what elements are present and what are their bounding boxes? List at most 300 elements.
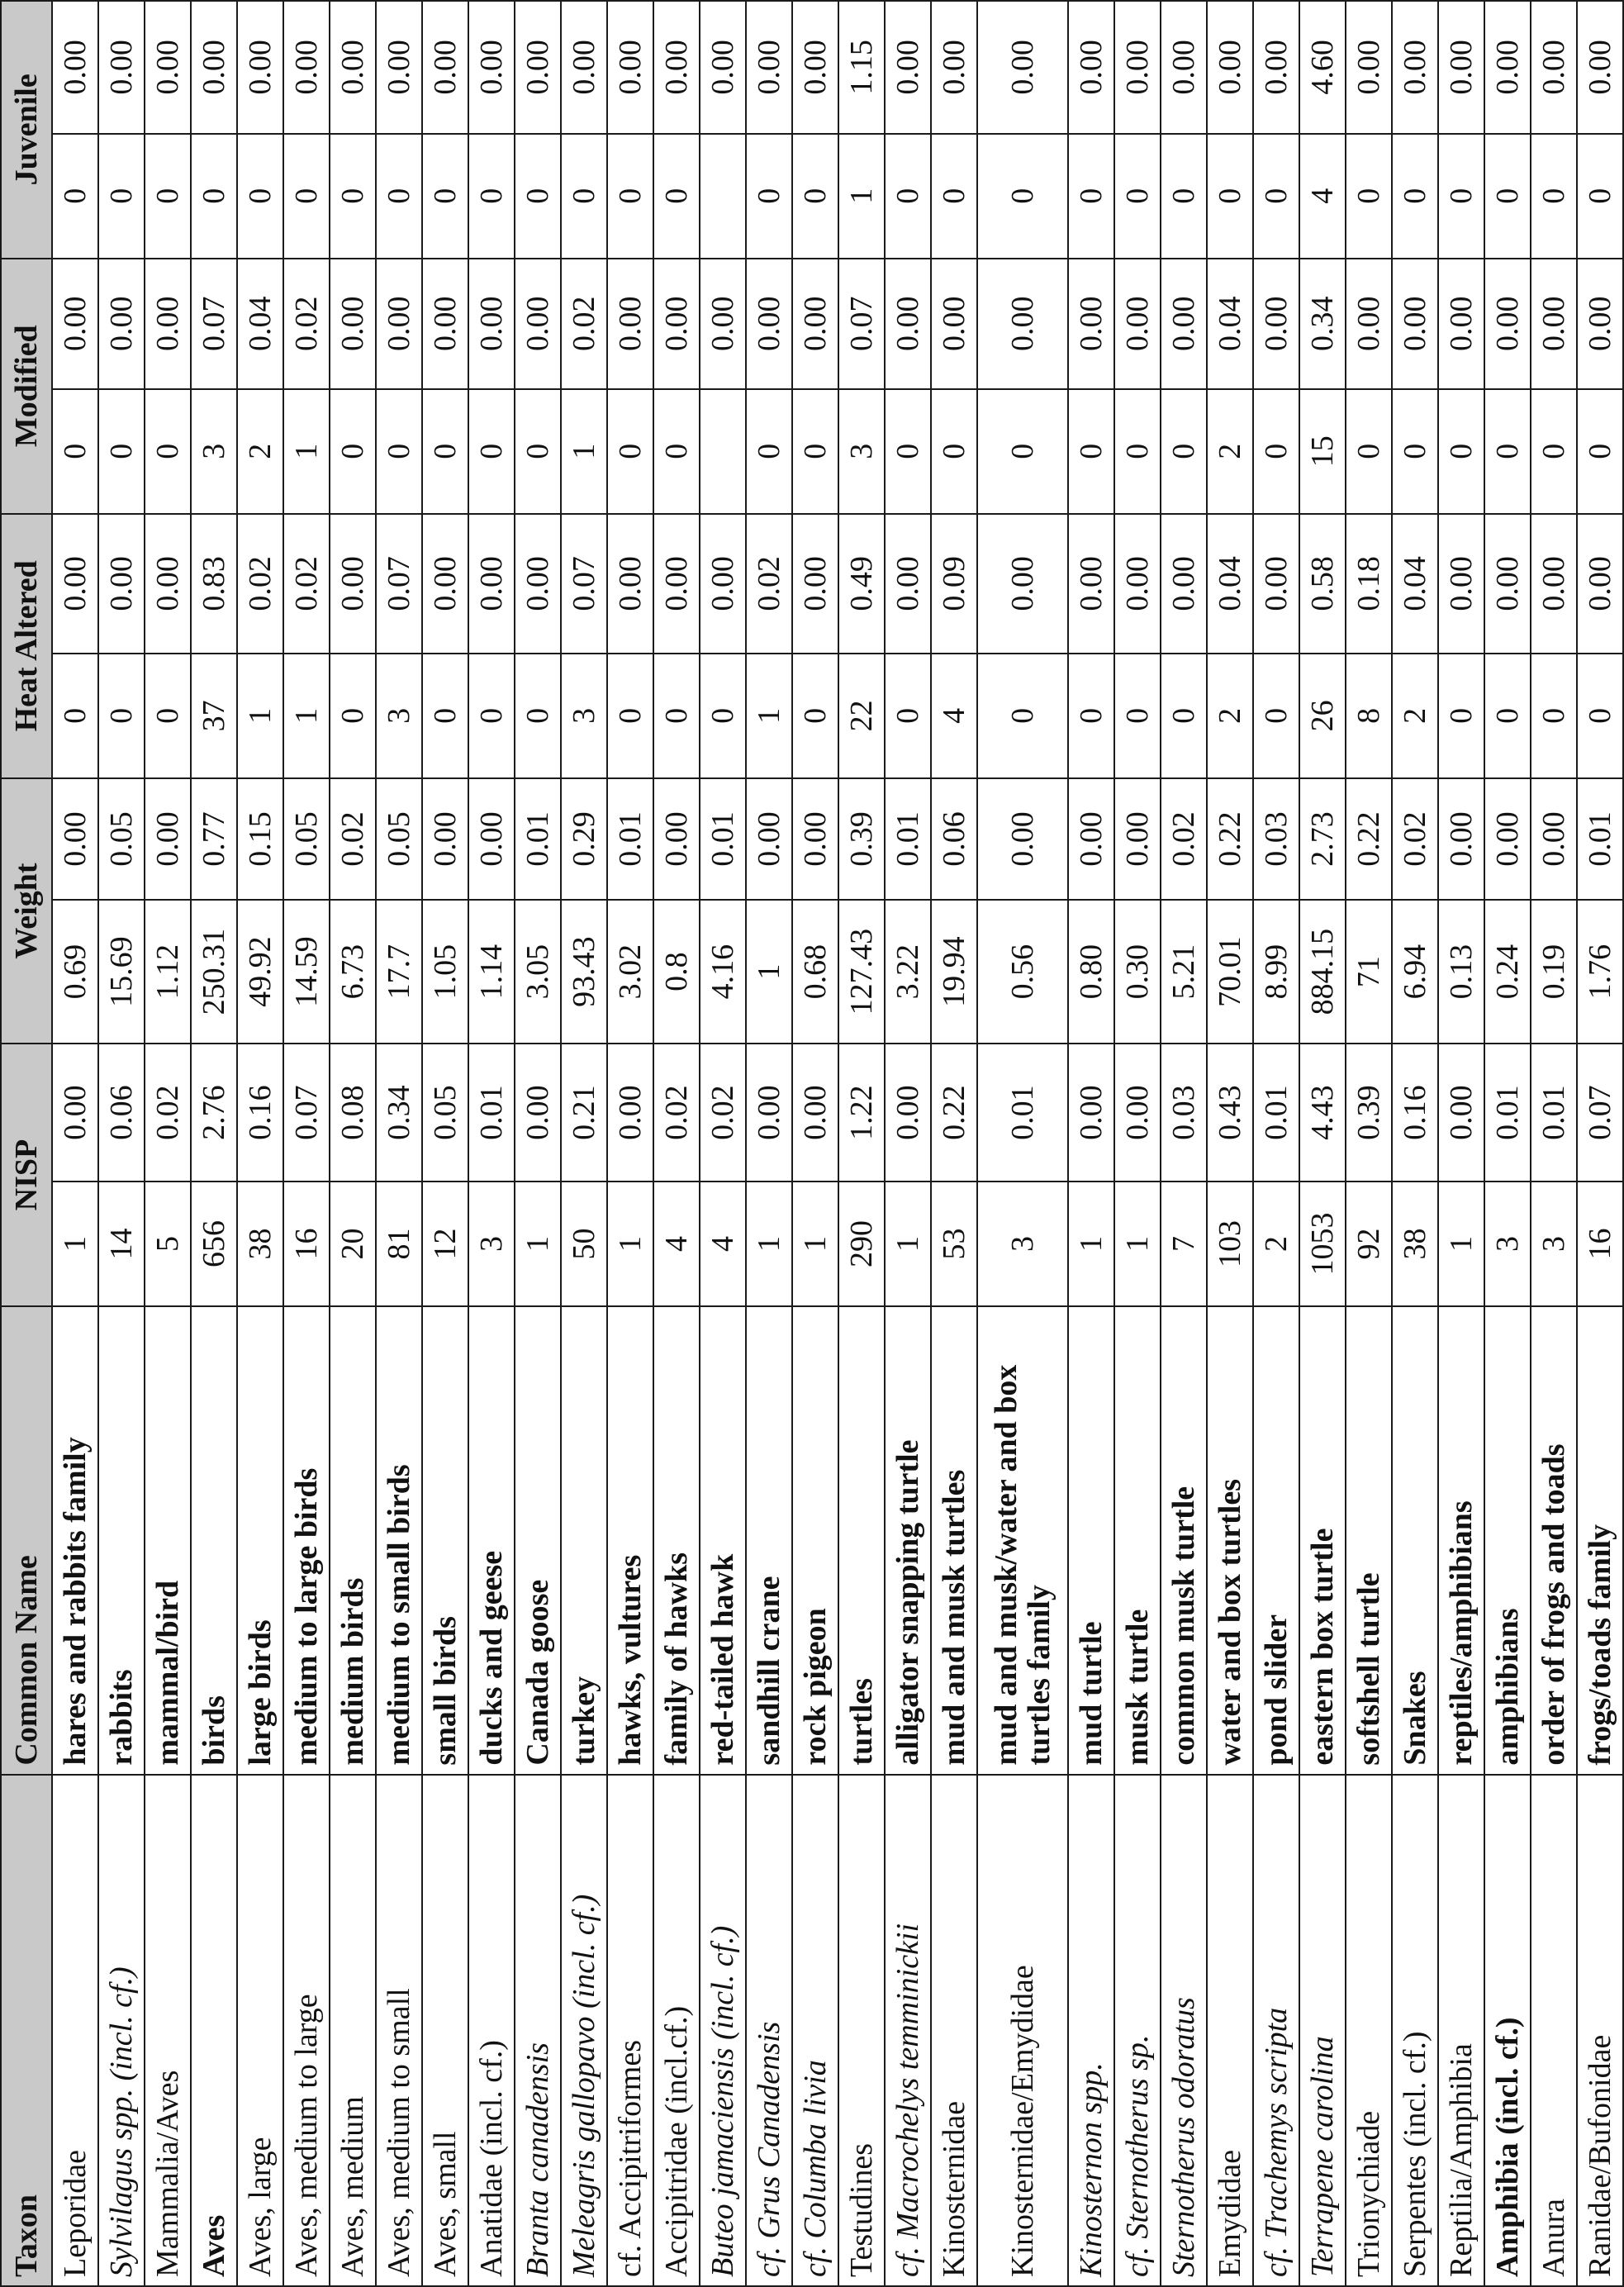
heat-altered-percent-cell: 0.00 bbox=[330, 514, 376, 654]
modified-percent-cell: 0.00 bbox=[468, 259, 515, 389]
juvenile-count-cell: 0 bbox=[468, 134, 515, 259]
table-row bbox=[98, 1, 145, 2286]
juvenile-percent-cell: 0.00 bbox=[1161, 1, 1207, 134]
modified-percent-cell: 0.02 bbox=[283, 259, 330, 389]
nisp-count-cell: 16 bbox=[283, 1182, 330, 1306]
taxon-cell: Aves, medium bbox=[330, 1775, 376, 2286]
modified-percent-cell: 0.00 bbox=[515, 259, 561, 389]
weight-value-cell: 0.8 bbox=[653, 900, 700, 1044]
juvenile-count-cell: 0 bbox=[191, 134, 237, 259]
header-nisp: NISP bbox=[1, 1044, 52, 1306]
heat-altered-percent-cell: 0.00 bbox=[1577, 514, 1623, 654]
juvenile-count-cell: 0 bbox=[283, 134, 330, 259]
modified-count-cell: 2 bbox=[1207, 389, 1253, 514]
heat-altered-count-cell: 0 bbox=[145, 654, 191, 778]
table-row bbox=[376, 1, 422, 2286]
modified-count-cell: 0 bbox=[468, 389, 515, 514]
juvenile-count-cell: 0 bbox=[885, 134, 931, 259]
heat-altered-percent-cell: 0.09 bbox=[931, 514, 977, 654]
table-row bbox=[792, 1, 838, 2286]
table-row bbox=[1531, 1, 1577, 2286]
weight-value-cell: 884.15 bbox=[1299, 900, 1346, 1044]
heat-altered-count-cell: 0 bbox=[1577, 654, 1623, 778]
common-name-cell: turkey bbox=[561, 1306, 607, 1775]
weight-value-cell: 14.59 bbox=[283, 900, 330, 1044]
modified-count-cell: 3 bbox=[191, 389, 237, 514]
modified-count-cell: 0 bbox=[1484, 389, 1531, 514]
juvenile-count-cell: 0 bbox=[1484, 134, 1531, 259]
table-row bbox=[885, 1, 931, 2286]
juvenile-count-cell: 0 bbox=[1438, 134, 1484, 259]
nisp-count-cell: 38 bbox=[1392, 1182, 1438, 1306]
weight-value-cell: 3.22 bbox=[885, 900, 931, 1044]
juvenile-count-cell: 0 bbox=[1392, 134, 1438, 259]
heat-altered-percent-cell: 0.00 bbox=[422, 514, 468, 654]
modified-count-cell: 0 bbox=[1253, 389, 1299, 514]
modified-count-cell: 1 bbox=[283, 389, 330, 514]
nisp-count-cell: 1 bbox=[746, 1182, 792, 1306]
modified-count-cell: 0 bbox=[885, 389, 931, 514]
heat-altered-count-cell: 0 bbox=[468, 654, 515, 778]
heat-altered-count-cell: 0 bbox=[52, 654, 98, 778]
modified-percent-cell: 0.00 bbox=[700, 259, 746, 389]
nisp-percent-cell: 0.16 bbox=[237, 1044, 283, 1182]
heat-altered-percent-cell: 0.02 bbox=[746, 514, 792, 654]
table-row bbox=[145, 1, 191, 2286]
weight-value-cell: 8.99 bbox=[1253, 900, 1299, 1044]
common-name-cell: amphibians bbox=[1484, 1306, 1531, 1775]
table-row bbox=[1346, 1, 1392, 2286]
header-juvenile: Juvenile bbox=[1, 1, 52, 259]
nisp-count-cell: 1 bbox=[607, 1182, 653, 1306]
modified-percent-cell: 0.04 bbox=[237, 259, 283, 389]
nisp-percent-cell: 0.08 bbox=[330, 1044, 376, 1182]
modified-percent-cell: 0.07 bbox=[191, 259, 237, 389]
juvenile-count-cell: 1 bbox=[838, 134, 885, 259]
juvenile-percent-cell: 0.00 bbox=[1207, 1, 1253, 134]
modified-count-cell: 3 bbox=[838, 389, 885, 514]
common-name-cell: medium to large birds bbox=[283, 1306, 330, 1775]
juvenile-percent-cell: 0.00 bbox=[607, 1, 653, 134]
common-name-cell: medium to small birds bbox=[376, 1306, 422, 1775]
juvenile-percent-cell: 0.00 bbox=[746, 1, 792, 134]
juvenile-count-cell: 0 bbox=[931, 134, 977, 259]
nisp-percent-cell: 0.00 bbox=[607, 1044, 653, 1182]
heat-altered-percent-cell: 0.18 bbox=[1346, 514, 1392, 654]
nisp-percent-cell: 0.06 bbox=[98, 1044, 145, 1182]
common-name-cell: mammal/bird bbox=[145, 1306, 191, 1775]
heat-altered-count-cell: 0 bbox=[98, 654, 145, 778]
juvenile-percent-cell: 0.00 bbox=[191, 1, 237, 134]
header-row bbox=[1, 1, 52, 2286]
juvenile-count-cell: 0 bbox=[561, 134, 607, 259]
nisp-count-cell: 1 bbox=[1114, 1182, 1161, 1306]
table-row bbox=[52, 1, 98, 2286]
nisp-count-cell: 1 bbox=[885, 1182, 931, 1306]
table-row bbox=[1161, 1, 1207, 2286]
table-row bbox=[838, 1, 885, 2286]
common-name-cell: red-tailed hawk bbox=[700, 1306, 746, 1775]
weight-percent-cell: 0.29 bbox=[561, 778, 607, 900]
common-name-cell: pond slider bbox=[1253, 1306, 1299, 1775]
modified-percent-cell: 0.00 bbox=[977, 259, 1068, 389]
taxon-cell: cf. Grus Canadensis bbox=[746, 1775, 792, 2286]
table-row bbox=[931, 1, 977, 2286]
modified-count-cell: 0 bbox=[330, 389, 376, 514]
nisp-count-cell: 5 bbox=[145, 1182, 191, 1306]
taxon-cell: Branta canadensis bbox=[515, 1775, 561, 2286]
heat-altered-percent-cell: 0.00 bbox=[653, 514, 700, 654]
heat-altered-count-cell: 2 bbox=[1207, 654, 1253, 778]
modified-count-cell: 0 bbox=[1531, 389, 1577, 514]
table-row bbox=[191, 1, 237, 2286]
header-modified: Modified bbox=[1, 259, 52, 514]
modified-percent-cell: 0.00 bbox=[1438, 259, 1484, 389]
taxon-cell: cf. Macrochelys temminickii bbox=[885, 1775, 931, 2286]
taxon-cell: Aves, large bbox=[237, 1775, 283, 2286]
juvenile-percent-cell: 0.00 bbox=[330, 1, 376, 134]
taxon-cell: Mammalia/Aves bbox=[145, 1775, 191, 2286]
weight-value-cell: 70.01 bbox=[1207, 900, 1253, 1044]
juvenile-percent-cell: 0.00 bbox=[1577, 1, 1623, 134]
nisp-percent-cell: 0.00 bbox=[885, 1044, 931, 1182]
weight-percent-cell: 0.00 bbox=[422, 778, 468, 900]
modified-percent-cell: 0.00 bbox=[422, 259, 468, 389]
weight-value-cell: 4.16 bbox=[700, 900, 746, 1044]
heat-altered-count-cell: 1 bbox=[283, 654, 330, 778]
heat-altered-count-cell: 0 bbox=[1114, 654, 1161, 778]
weight-value-cell: 15.69 bbox=[98, 900, 145, 1044]
nisp-percent-cell: 0.07 bbox=[283, 1044, 330, 1182]
heat-altered-count-cell: 0 bbox=[653, 654, 700, 778]
modified-percent-cell: 0.00 bbox=[376, 259, 422, 389]
juvenile-count-cell: 0 bbox=[330, 134, 376, 259]
weight-value-cell: 19.94 bbox=[931, 900, 977, 1044]
weight-value-cell: 93.43 bbox=[561, 900, 607, 1044]
nisp-percent-cell: 0.39 bbox=[1346, 1044, 1392, 1182]
juvenile-percent-cell: 0.00 bbox=[1531, 1, 1577, 134]
heat-altered-count-cell: 22 bbox=[838, 654, 885, 778]
common-name-cell: rock pigeon bbox=[792, 1306, 838, 1775]
juvenile-count-cell: 0 bbox=[1114, 134, 1161, 259]
weight-percent-cell: 0.77 bbox=[191, 778, 237, 900]
modified-count-cell: 0 bbox=[653, 389, 700, 514]
juvenile-count-cell: 0 bbox=[1346, 134, 1392, 259]
modified-percent-cell: 0.00 bbox=[330, 259, 376, 389]
table-row bbox=[1392, 1, 1438, 2286]
juvenile-percent-cell: 0.00 bbox=[885, 1, 931, 134]
modified-count-cell: 0 bbox=[52, 389, 98, 514]
modified-percent-cell: 0.00 bbox=[1484, 259, 1531, 389]
weight-value-cell: 49.92 bbox=[237, 900, 283, 1044]
nisp-count-cell: 16 bbox=[1577, 1182, 1623, 1306]
nisp-percent-cell: 0.00 bbox=[1068, 1044, 1114, 1182]
heat-altered-percent-cell: 0.00 bbox=[1438, 514, 1484, 654]
nisp-percent-cell: 0.00 bbox=[52, 1044, 98, 1182]
nisp-count-cell: 50 bbox=[561, 1182, 607, 1306]
heat-altered-percent-cell: 0.00 bbox=[1253, 514, 1299, 654]
heat-altered-percent-cell: 0.00 bbox=[792, 514, 838, 654]
heat-altered-count-cell: 1 bbox=[237, 654, 283, 778]
nisp-count-cell: 1 bbox=[1068, 1182, 1114, 1306]
juvenile-count-cell: 0 bbox=[1253, 134, 1299, 259]
common-name-cell: ducks and geese bbox=[468, 1306, 515, 1775]
table-row bbox=[1577, 1, 1623, 2286]
weight-value-cell: 127.43 bbox=[838, 900, 885, 1044]
weight-value-cell: 250.31 bbox=[191, 900, 237, 1044]
weight-value-cell: 1.12 bbox=[145, 900, 191, 1044]
table-row bbox=[561, 1, 607, 2286]
juvenile-count-cell: 0 bbox=[977, 134, 1068, 259]
weight-percent-cell: 0.00 bbox=[977, 778, 1068, 900]
taxon-cell: cf. Sternotherus sp. bbox=[1114, 1775, 1161, 2286]
nisp-count-cell: 38 bbox=[237, 1182, 283, 1306]
nisp-count-cell: 290 bbox=[838, 1182, 885, 1306]
taxon-cell: Emydidae bbox=[1207, 1775, 1253, 2286]
taxon-cell: Kinosternidae/Emydidae bbox=[977, 1775, 1068, 2286]
heat-altered-percent-cell: 0.00 bbox=[700, 514, 746, 654]
common-name-cell: mud turtle bbox=[1068, 1306, 1114, 1775]
weight-value-cell: 0.80 bbox=[1068, 900, 1114, 1044]
nisp-count-cell: 3 bbox=[468, 1182, 515, 1306]
heat-altered-percent-cell: 0.00 bbox=[1531, 514, 1577, 654]
nisp-percent-cell: 4.43 bbox=[1299, 1044, 1346, 1182]
weight-value-cell: 1.14 bbox=[468, 900, 515, 1044]
weight-percent-cell: 0.22 bbox=[1207, 778, 1253, 900]
heat-altered-percent-cell: 0.04 bbox=[1207, 514, 1253, 654]
modified-count-cell: 0 bbox=[792, 389, 838, 514]
taxon-cell: Testudines bbox=[838, 1775, 885, 2286]
weight-value-cell: 0.24 bbox=[1484, 900, 1531, 1044]
modified-count-cell: 0 bbox=[607, 389, 653, 514]
juvenile-count-cell: 0 bbox=[607, 134, 653, 259]
header-heat-altered: Heat Altered bbox=[1, 514, 52, 778]
heat-altered-count-cell: 0 bbox=[1253, 654, 1299, 778]
common-name-cell: reptiles/amphibians bbox=[1438, 1306, 1484, 1775]
taxon-cell: Aves, medium to large bbox=[283, 1775, 330, 2286]
nisp-count-cell: 1 bbox=[515, 1182, 561, 1306]
juvenile-percent-cell: 0.00 bbox=[376, 1, 422, 134]
heat-altered-count-cell: 26 bbox=[1299, 654, 1346, 778]
juvenile-count-cell bbox=[700, 134, 746, 259]
weight-value-cell: 0.30 bbox=[1114, 900, 1161, 1044]
heat-altered-count-cell: 0 bbox=[1161, 654, 1207, 778]
nisp-percent-cell: 0.01 bbox=[1531, 1044, 1577, 1182]
weight-percent-cell: 0.06 bbox=[931, 778, 977, 900]
heat-altered-percent-cell: 0.00 bbox=[607, 514, 653, 654]
juvenile-count-cell: 0 bbox=[98, 134, 145, 259]
table-row bbox=[330, 1, 376, 2286]
table-row bbox=[1299, 1, 1346, 2286]
juvenile-count-cell: 0 bbox=[422, 134, 468, 259]
modified-count-cell: 0 bbox=[977, 389, 1068, 514]
juvenile-percent-cell: 4.60 bbox=[1299, 1, 1346, 134]
modified-percent-cell: 0.04 bbox=[1207, 259, 1253, 389]
modified-percent-cell: 0.00 bbox=[1114, 259, 1161, 389]
nisp-percent-cell: 2.76 bbox=[191, 1044, 237, 1182]
taxon-cell: Amphibia (incl. cf.) bbox=[1484, 1775, 1531, 2286]
weight-percent-cell: 0.39 bbox=[838, 778, 885, 900]
common-name-cell: Canada goose bbox=[515, 1306, 561, 1775]
nisp-percent-cell: 0.43 bbox=[1207, 1044, 1253, 1182]
table-row bbox=[1068, 1, 1114, 2286]
common-name-cell: hares and rabbits family bbox=[52, 1306, 98, 1775]
heat-altered-percent-cell: 0.00 bbox=[977, 514, 1068, 654]
modified-count-cell: 0 bbox=[376, 389, 422, 514]
nisp-count-cell: 1053 bbox=[1299, 1182, 1346, 1306]
taxon-cell: Aves, medium to small bbox=[376, 1775, 422, 2286]
modified-percent-cell: 0.00 bbox=[1577, 259, 1623, 389]
common-name-cell: large birds bbox=[237, 1306, 283, 1775]
modified-count-cell: 15 bbox=[1299, 389, 1346, 514]
juvenile-count-cell: 0 bbox=[653, 134, 700, 259]
nisp-percent-cell: 0.00 bbox=[1114, 1044, 1161, 1182]
weight-percent-cell: 0.01 bbox=[1577, 778, 1623, 900]
common-name-cell: common musk turtle bbox=[1161, 1306, 1207, 1775]
taxon-cell: Aves, small bbox=[422, 1775, 468, 2286]
common-name-cell: frogs/toads family bbox=[1577, 1306, 1623, 1775]
nisp-percent-cell: 0.07 bbox=[1577, 1044, 1623, 1182]
juvenile-count-cell: 0 bbox=[1531, 134, 1577, 259]
nisp-count-cell: 3 bbox=[1531, 1182, 1577, 1306]
juvenile-percent-cell: 0.00 bbox=[98, 1, 145, 134]
nisp-count-cell: 53 bbox=[931, 1182, 977, 1306]
juvenile-count-cell: 0 bbox=[237, 134, 283, 259]
common-name-cell: rabbits bbox=[98, 1306, 145, 1775]
common-name-cell: alligator snapping turtle bbox=[885, 1306, 931, 1775]
heat-altered-percent-cell: 0.00 bbox=[468, 514, 515, 654]
nisp-percent-cell: 0.02 bbox=[653, 1044, 700, 1182]
juvenile-percent-cell: 0.00 bbox=[653, 1, 700, 134]
juvenile-count-cell: 0 bbox=[515, 134, 561, 259]
header-weight: Weight bbox=[1, 778, 52, 1044]
nisp-count-cell: 1 bbox=[792, 1182, 838, 1306]
heat-altered-percent-cell: 0.00 bbox=[1161, 514, 1207, 654]
nisp-count-cell: 4 bbox=[653, 1182, 700, 1306]
taxon-cell: Leporidae bbox=[52, 1775, 98, 2286]
table-row bbox=[977, 1, 1068, 2286]
weight-percent-cell: 0.15 bbox=[237, 778, 283, 900]
taxon-cell: Trionychiade bbox=[1346, 1775, 1392, 2286]
juvenile-percent-cell: 0.00 bbox=[237, 1, 283, 134]
nisp-count-cell: 2 bbox=[1253, 1182, 1299, 1306]
heat-altered-percent-cell: 0.00 bbox=[885, 514, 931, 654]
table-row bbox=[515, 1, 561, 2286]
heat-altered-percent-cell: 0.00 bbox=[1068, 514, 1114, 654]
common-name-cell: mud and musk/water and box turtles family bbox=[977, 1306, 1068, 1775]
juvenile-count-cell: 0 bbox=[376, 134, 422, 259]
nisp-percent-cell: 0.16 bbox=[1392, 1044, 1438, 1182]
header-taxon: Taxon bbox=[1, 1775, 52, 2286]
modified-count-cell: 0 bbox=[145, 389, 191, 514]
heat-altered-count-cell: 37 bbox=[191, 654, 237, 778]
weight-value-cell: 0.19 bbox=[1531, 900, 1577, 1044]
table-row bbox=[1484, 1, 1531, 2286]
modified-percent-cell: 0.07 bbox=[838, 259, 885, 389]
modified-percent-cell: 0.02 bbox=[561, 259, 607, 389]
juvenile-count-cell: 0 bbox=[746, 134, 792, 259]
nisp-count-cell: 20 bbox=[330, 1182, 376, 1306]
taxon-cell: Ranidae/Bufonidae bbox=[1577, 1775, 1623, 2286]
heat-altered-count-cell: 0 bbox=[885, 654, 931, 778]
heat-altered-count-cell: 0 bbox=[1068, 654, 1114, 778]
nisp-count-cell: 1 bbox=[1438, 1182, 1484, 1306]
weight-percent-cell: 0.01 bbox=[607, 778, 653, 900]
modified-count-cell: 0 bbox=[1577, 389, 1623, 514]
nisp-count-cell: 81 bbox=[376, 1182, 422, 1306]
juvenile-count-cell: 0 bbox=[145, 134, 191, 259]
table-row bbox=[468, 1, 515, 2286]
modified-count-cell: 2 bbox=[237, 389, 283, 514]
weight-percent-cell: 0.00 bbox=[52, 778, 98, 900]
modified-count-cell: 0 bbox=[746, 389, 792, 514]
modified-percent-cell: 0.00 bbox=[1161, 259, 1207, 389]
heat-altered-percent-cell: 0.02 bbox=[283, 514, 330, 654]
modified-percent-cell: 0.00 bbox=[1392, 259, 1438, 389]
taxon-cell: Buteo jamaciensis (incl. cf.) bbox=[700, 1775, 746, 2286]
weight-percent-cell: 0.05 bbox=[376, 778, 422, 900]
heat-altered-percent-cell: 0.02 bbox=[237, 514, 283, 654]
heat-altered-percent-cell: 0.00 bbox=[52, 514, 98, 654]
weight-percent-cell: 0.00 bbox=[1114, 778, 1161, 900]
weight-percent-cell: 0.01 bbox=[515, 778, 561, 900]
weight-value-cell: 6.73 bbox=[330, 900, 376, 1044]
modified-percent-cell: 0.00 bbox=[98, 259, 145, 389]
modified-percent-cell: 0.00 bbox=[52, 259, 98, 389]
weight-value-cell: 1 bbox=[746, 900, 792, 1044]
taxon-cell: Aves bbox=[191, 1775, 237, 2286]
heat-altered-percent-cell: 0.07 bbox=[561, 514, 607, 654]
weight-percent-cell: 0.22 bbox=[1346, 778, 1392, 900]
common-name-cell: musk turtle bbox=[1114, 1306, 1161, 1775]
modified-count-cell: 1 bbox=[561, 389, 607, 514]
taxon-cell: Anura bbox=[1531, 1775, 1577, 2286]
modified-count-cell: 0 bbox=[1346, 389, 1392, 514]
nisp-percent-cell: 0.05 bbox=[422, 1044, 468, 1182]
nisp-count-cell: 3 bbox=[977, 1182, 1068, 1306]
nisp-percent-cell: 0.00 bbox=[792, 1044, 838, 1182]
heat-altered-percent-cell: 0.00 bbox=[515, 514, 561, 654]
modified-count-cell: 0 bbox=[1068, 389, 1114, 514]
taxon-cell: Meleagris gallopavo (incl. cf.) bbox=[561, 1775, 607, 2286]
weight-percent-cell: 0.00 bbox=[1438, 778, 1484, 900]
weight-value-cell: 0.68 bbox=[792, 900, 838, 1044]
heat-altered-percent-cell: 0.00 bbox=[145, 514, 191, 654]
nisp-count-cell: 92 bbox=[1346, 1182, 1392, 1306]
nisp-percent-cell: 0.01 bbox=[468, 1044, 515, 1182]
weight-percent-cell: 0.00 bbox=[145, 778, 191, 900]
weight-percent-cell: 2.73 bbox=[1299, 778, 1346, 900]
juvenile-count-cell: 0 bbox=[1577, 134, 1623, 259]
common-name-cell: order of frogs and toads bbox=[1531, 1306, 1577, 1775]
taxon-cell: Anatidae (incl. cf.) bbox=[468, 1775, 515, 2286]
taxon-cell: cf. Accipitriformes bbox=[607, 1775, 653, 2286]
modified-count-cell: 0 bbox=[422, 389, 468, 514]
nisp-count-cell: 12 bbox=[422, 1182, 468, 1306]
weight-percent-cell: 0.02 bbox=[1161, 778, 1207, 900]
weight-value-cell: 5.21 bbox=[1161, 900, 1207, 1044]
weight-value-cell: 71 bbox=[1346, 900, 1392, 1044]
nisp-percent-cell: 0.03 bbox=[1161, 1044, 1207, 1182]
table-row bbox=[237, 1, 283, 2286]
modified-count-cell bbox=[700, 389, 746, 514]
heat-altered-count-cell: 3 bbox=[376, 654, 422, 778]
juvenile-percent-cell: 0.00 bbox=[700, 1, 746, 134]
heat-altered-count-cell: 0 bbox=[330, 654, 376, 778]
weight-percent-cell: 0.03 bbox=[1253, 778, 1299, 900]
nisp-percent-cell: 0.00 bbox=[515, 1044, 561, 1182]
heat-altered-percent-cell: 0.00 bbox=[98, 514, 145, 654]
